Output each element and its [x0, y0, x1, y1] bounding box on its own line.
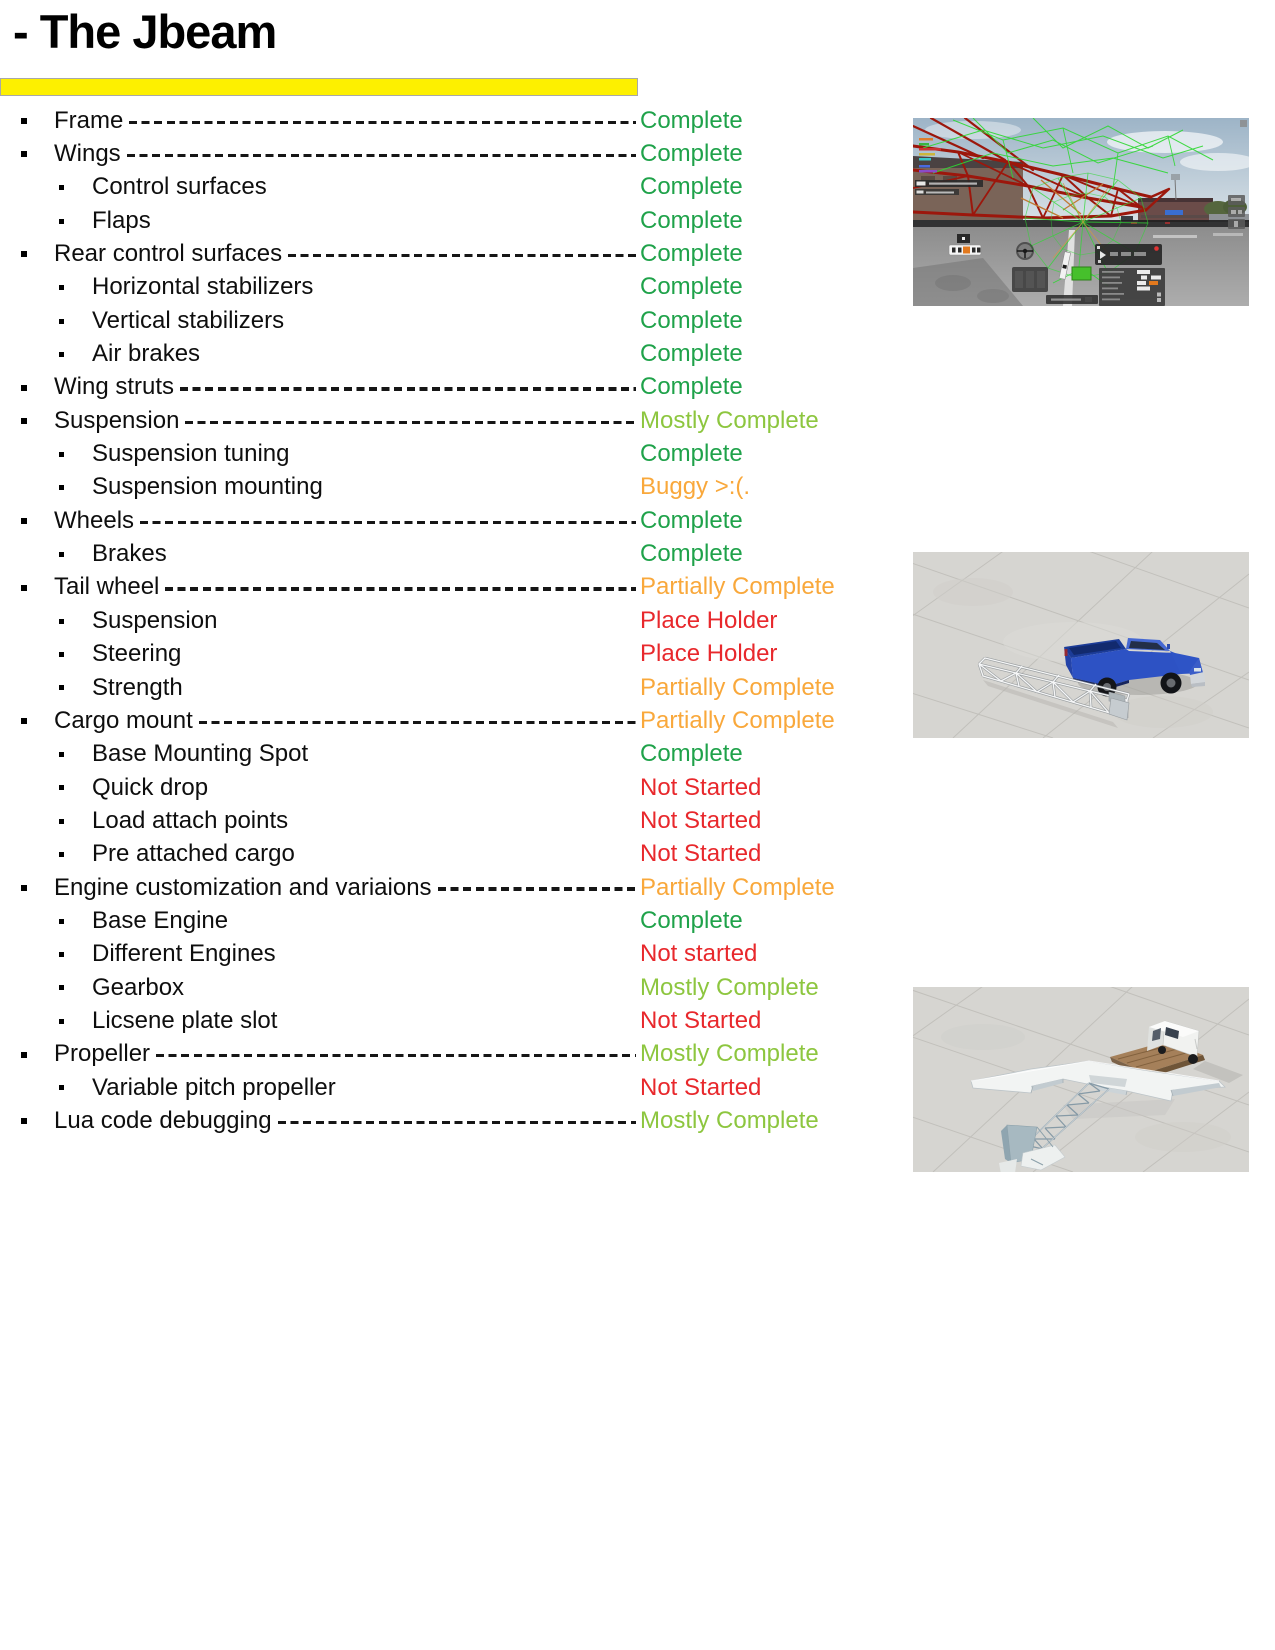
truck-and-frame-screenshot	[913, 552, 1249, 738]
bullet-icon	[59, 819, 64, 824]
item-label: Different Engines	[92, 940, 276, 968]
item-status: Partially Complete	[640, 573, 835, 601]
bullet-icon	[21, 251, 27, 257]
checklist-row	[0, 671, 835, 704]
checklist-row	[0, 838, 762, 871]
jbeam-debug-screenshot	[913, 118, 1249, 306]
item-status: Mostly Complete	[640, 1106, 819, 1134]
checklist-row	[0, 371, 743, 404]
item-status: Complete	[640, 273, 743, 301]
checklist-row	[0, 1004, 762, 1037]
bullet-icon	[59, 985, 64, 990]
bullet-icon	[21, 385, 27, 391]
bullet-icon	[21, 585, 27, 591]
bullet-icon	[59, 452, 64, 457]
bullet-icon	[59, 919, 64, 924]
dash-leader	[185, 421, 636, 424]
checklist-row	[0, 504, 743, 537]
dash-leader	[129, 121, 636, 124]
item-label: Vertical stabilizers	[92, 306, 285, 334]
item-status: Not started	[640, 940, 758, 968]
item-status: Complete	[640, 206, 743, 234]
item-label: Wings	[54, 140, 121, 168]
checklist-row	[0, 804, 762, 837]
item-label: Suspension tuning	[92, 440, 290, 468]
checklist-row	[0, 1071, 762, 1104]
item-label: Flaps	[92, 206, 151, 234]
replay-panel	[1095, 244, 1162, 265]
status-checklist	[0, 104, 880, 1138]
item-status: Mostly Complete	[640, 973, 819, 1001]
item-status: Complete	[640, 506, 743, 534]
item-status: Place Holder	[640, 606, 778, 634]
item-label: Base Mounting Spot	[92, 740, 309, 768]
bullet-icon	[21, 1052, 27, 1058]
dash-leader	[156, 1054, 636, 1057]
checklist-row	[0, 537, 743, 570]
item-label: Frame	[54, 106, 124, 134]
item-label: Air brakes	[92, 340, 201, 368]
item-label: Brakes	[92, 540, 167, 568]
item-status: Not Started	[640, 840, 762, 868]
bullet-icon	[59, 952, 64, 957]
bullet-icon	[59, 752, 64, 757]
item-status: Mostly Complete	[640, 406, 819, 434]
item-label: Tail wheel	[54, 573, 160, 601]
bullet-icon	[59, 285, 64, 290]
dash-leader	[165, 587, 636, 590]
item-status: Complete	[640, 240, 743, 268]
checklist-row	[0, 471, 751, 504]
settings-panel	[1099, 268, 1165, 306]
dash-leader	[288, 254, 636, 257]
item-status: Complete	[640, 540, 743, 568]
checklist-row	[0, 571, 835, 604]
bullet-icon	[59, 485, 64, 490]
dash-leader	[438, 887, 636, 890]
item-label: Engine customization and variaions	[54, 873, 432, 901]
checklist-row	[0, 404, 819, 437]
pedal-panel	[1012, 267, 1048, 292]
item-status: Not Started	[640, 773, 762, 801]
item-status: Complete	[640, 140, 743, 168]
bullet-icon	[59, 319, 64, 324]
item-label: Strength	[92, 673, 183, 701]
truck-frame-image	[913, 552, 1249, 738]
item-status: Complete	[640, 373, 743, 401]
checklist-row	[0, 137, 743, 170]
checklist-row	[0, 638, 778, 671]
item-status: Complete	[640, 440, 743, 468]
item-status: Partially Complete	[640, 873, 835, 901]
checklist-row	[0, 904, 743, 937]
bullet-icon	[21, 418, 27, 424]
bullet-icon	[21, 151, 27, 157]
item-label: Lua code debugging	[54, 1106, 272, 1134]
checklist-row	[0, 304, 743, 337]
checklist-row	[0, 738, 743, 771]
item-status: Not Started	[640, 1006, 762, 1034]
item-status: Complete	[640, 906, 743, 934]
item-label: Suspension	[92, 606, 218, 634]
bullet-icon	[21, 885, 27, 891]
item-label: Licsene plate slot	[92, 1006, 278, 1034]
bullet-icon	[59, 1085, 64, 1090]
bullet-icon	[21, 118, 27, 124]
bullet-icon	[59, 852, 64, 857]
item-label: Quick drop	[92, 773, 209, 801]
checklist-row	[0, 204, 743, 237]
checklist-row	[0, 1104, 819, 1137]
bullet-icon	[59, 352, 64, 357]
item-label: Horizontal stabilizers	[92, 273, 314, 301]
item-label: Variable pitch propeller	[92, 1073, 336, 1101]
bullet-icon	[21, 718, 27, 724]
throttle-indicator	[1072, 267, 1091, 280]
checklist-row	[0, 771, 762, 804]
item-status: Place Holder	[640, 640, 778, 668]
dash-leader	[127, 154, 636, 157]
airplane-image	[913, 987, 1249, 1172]
checklist-row	[0, 704, 835, 737]
page-title: - The Jbeam	[13, 5, 277, 58]
checklist-row	[0, 437, 743, 470]
road	[913, 220, 1249, 306]
item-status: Partially Complete	[640, 706, 835, 734]
bullet-icon	[59, 185, 64, 190]
checklist-row	[0, 271, 743, 304]
item-status: Not Started	[640, 1073, 762, 1101]
bottom-message-bar	[1046, 295, 1098, 304]
yellow-highlight-bar	[0, 78, 638, 96]
item-label: Gearbox	[92, 973, 185, 1001]
item-status: Mostly Complete	[640, 1040, 819, 1068]
checklist-row	[0, 871, 835, 904]
jbeam-debug-image	[913, 118, 1249, 306]
bullet-icon	[59, 785, 64, 790]
dash-leader	[199, 721, 636, 724]
item-label: Control surfaces	[92, 173, 267, 201]
item-label: Propeller	[54, 1040, 151, 1068]
item-label: Steering	[92, 640, 182, 668]
item-label: Wheels	[54, 506, 135, 534]
bullet-icon	[21, 518, 27, 524]
item-label: Suspension mounting	[92, 473, 323, 501]
item-status: Complete	[640, 106, 743, 134]
checklist-row	[0, 938, 758, 971]
item-status: Complete	[640, 306, 743, 334]
bullet-icon	[59, 619, 64, 624]
item-label: Load attach points	[92, 806, 289, 834]
bullet-icon	[59, 685, 64, 690]
item-status: Not Started	[640, 806, 762, 834]
dash-leader	[140, 521, 636, 524]
checklist-row	[0, 237, 743, 270]
checklist-row	[0, 971, 819, 1004]
item-status: Complete	[640, 340, 743, 368]
checklist-row	[0, 171, 743, 204]
bullet-icon	[59, 1019, 64, 1024]
bullet-icon	[21, 1118, 27, 1124]
bullet-icon	[59, 552, 64, 557]
item-status: Partially Complete	[640, 673, 835, 701]
checklist-row	[0, 104, 743, 137]
item-label: Wing struts	[54, 373, 175, 401]
bullet-icon	[59, 219, 64, 224]
item-label: Rear control surfaces	[54, 240, 283, 268]
item-label: Base Engine	[92, 906, 229, 934]
checklist-row	[0, 337, 743, 370]
dash-leader	[180, 387, 636, 390]
item-label: Pre attached cargo	[92, 840, 295, 868]
item-status: Complete	[640, 173, 743, 201]
item-status: Buggy >:(.	[640, 473, 751, 501]
checklist-row	[0, 604, 778, 637]
item-label: Cargo mount	[54, 706, 193, 734]
item-label: Suspension	[54, 406, 180, 434]
steering-wheel-icon	[1017, 243, 1033, 259]
item-status: Complete	[640, 740, 743, 768]
dash-leader	[278, 1121, 636, 1124]
bullet-icon	[59, 652, 64, 657]
airplane-frame-screenshot	[913, 987, 1249, 1172]
checklist-row	[0, 1038, 819, 1071]
